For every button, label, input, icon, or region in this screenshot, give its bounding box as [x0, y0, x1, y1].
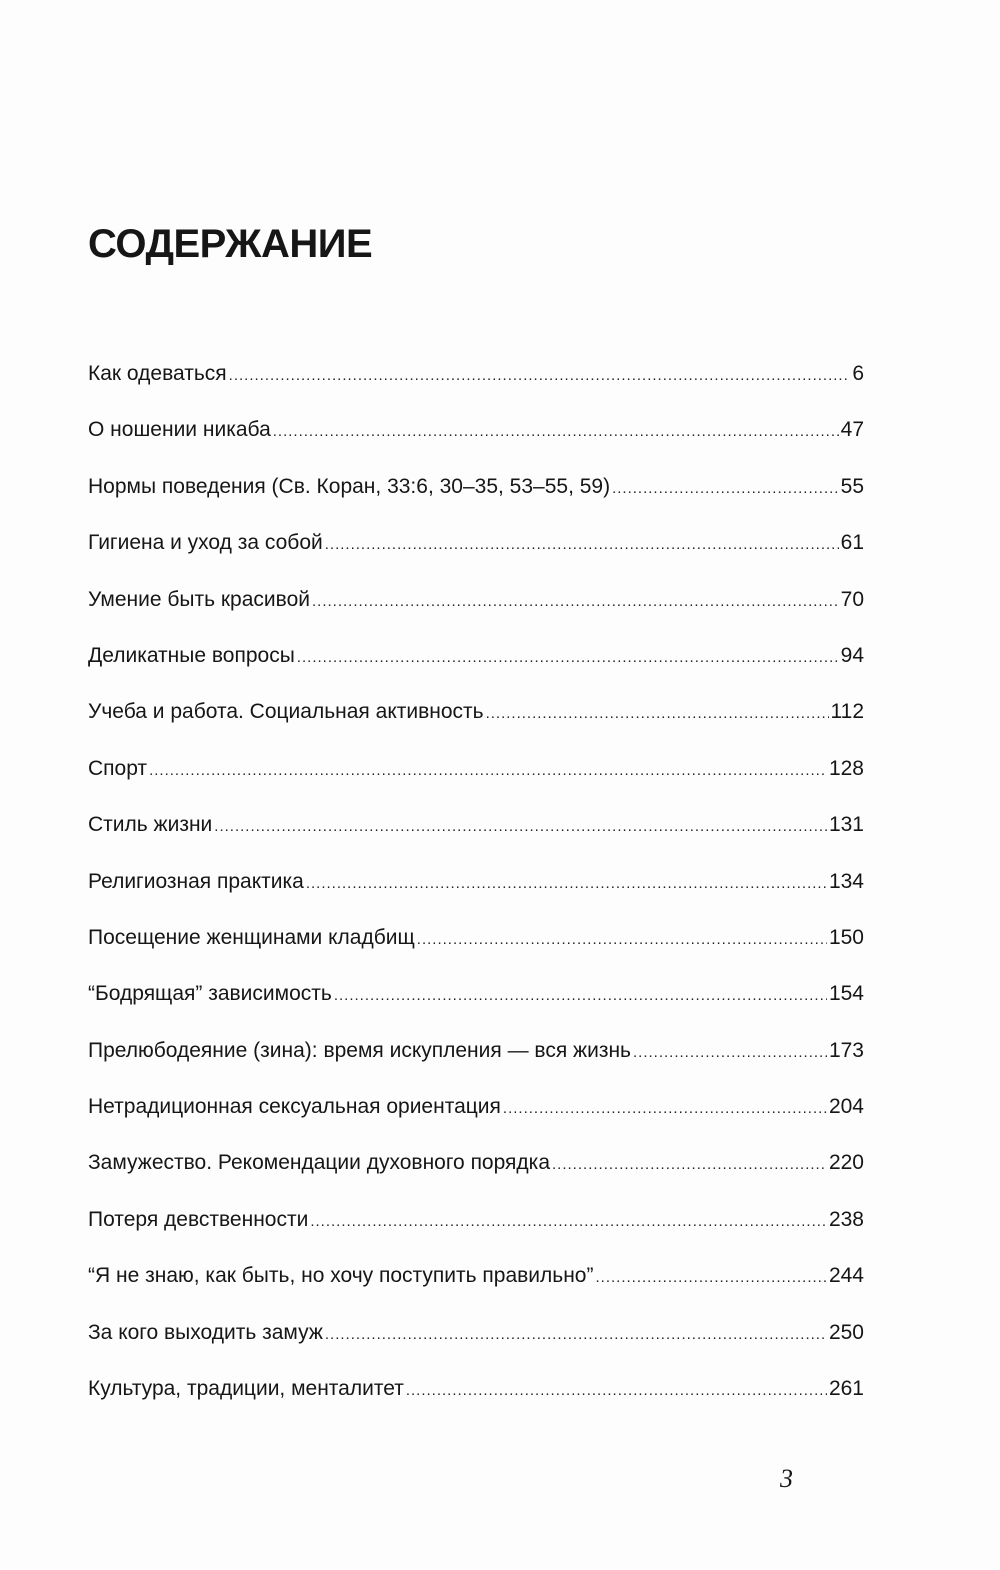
toc-entry-title: Посещение женщинами кладбищ	[88, 925, 415, 949]
toc-entry-page: 47	[840, 418, 864, 442]
dot-leader	[503, 1095, 827, 1123]
toc-entry-title: Умение быть красивой	[88, 587, 310, 611]
dot-leader	[633, 1039, 827, 1067]
toc-entry-page: 220	[828, 1151, 864, 1175]
toc-entry-title: “Я не знаю, как быть, но хочу поступить правильно”	[88, 1264, 594, 1288]
dot-leader	[612, 475, 839, 503]
dot-leader	[406, 1377, 827, 1405]
toc-entry-title: Нормы поведения (Св. Коран, 33:6, 30–35, 53–55, 59)	[88, 474, 611, 498]
dot-leader	[312, 588, 839, 616]
toc-entry-title: Потеря девственности	[88, 1207, 309, 1231]
toc-entry	[88, 1262, 864, 1318]
toc-entry	[88, 1149, 864, 1205]
page-number: 3	[780, 1464, 793, 1493]
dot-leader	[334, 982, 827, 1010]
toc-entry-page: 150	[828, 925, 864, 949]
toc-entry	[88, 868, 864, 924]
table-of-contents	[88, 360, 864, 1431]
dot-leader	[273, 418, 839, 446]
toc-entry	[88, 360, 864, 416]
toc-entry	[88, 1206, 864, 1262]
toc-entry-page: 55	[840, 474, 864, 498]
toc-entry-page: 173	[828, 1038, 864, 1062]
toc-entry-page: 261	[828, 1377, 864, 1401]
toc-entry-title: Стиль жизни	[88, 813, 213, 837]
dot-leader	[417, 926, 827, 954]
toc-entry-page: 94	[840, 643, 864, 667]
toc-entry-title: Культура, традиции, менталитет	[88, 1377, 404, 1401]
dot-leader	[325, 531, 839, 559]
toc-entry	[88, 1093, 864, 1149]
toc-entry	[88, 698, 864, 754]
dot-leader	[595, 1264, 826, 1292]
toc-entry-title: Прелюбодеяние (зина): время искупления — вся жизнь	[88, 1038, 631, 1062]
toc-entry	[88, 755, 864, 811]
toc-entry-title: Деликатные вопросы	[88, 643, 295, 667]
toc-entry	[88, 473, 864, 529]
dot-leader	[306, 870, 827, 898]
toc-entry-title: За кого выходить замуж	[88, 1320, 323, 1344]
toc-entry-title: Религиозная практика	[88, 869, 304, 893]
toc-entry-page: 112	[830, 700, 864, 724]
toc-entry-page: 128	[828, 756, 864, 780]
toc-entry	[88, 642, 864, 698]
toc-entry-page: 244	[828, 1264, 864, 1288]
dot-leader	[297, 644, 839, 672]
dot-leader	[214, 813, 827, 841]
toc-entry-title: Спорт	[88, 756, 148, 780]
toc-entry-title: “Бодрящая” зависимость	[88, 982, 332, 1006]
toc-entry-page: 154	[828, 982, 864, 1006]
toc-entry	[88, 1037, 864, 1093]
toc-entry-title: О ношении никаба	[88, 418, 271, 442]
dot-leader	[552, 1151, 827, 1179]
toc-entry	[88, 811, 864, 867]
toc-entry-title: Как одеваться	[88, 362, 227, 385]
dot-leader	[325, 1321, 827, 1349]
toc-entry	[88, 980, 864, 1036]
dot-leader	[310, 1208, 827, 1236]
toc-entry-page: 6	[852, 362, 864, 385]
toc-entry-page: 61	[840, 531, 864, 555]
dot-leader	[229, 362, 851, 390]
toc-entry-page: 70	[840, 587, 864, 611]
toc-entry	[88, 924, 864, 980]
toc-entry-page: 204	[828, 1095, 864, 1119]
toc-entry-page: 131	[828, 813, 864, 837]
page-title: СОДЕРЖАНИЕ	[88, 222, 373, 266]
toc-entry-page: 238	[828, 1207, 864, 1231]
dot-leader	[486, 700, 829, 728]
toc-entry-title: Замужество. Рекомендации духовного порядка	[88, 1151, 551, 1175]
toc-entry-page: 250	[828, 1320, 864, 1344]
toc-entry	[88, 416, 864, 472]
toc-entry-page: 134	[828, 869, 864, 893]
toc-entry-title: Нетрадиционная сексуальная ориентация	[88, 1095, 501, 1119]
toc-entry	[88, 1319, 864, 1375]
toc-entry-title: Гигиена и уход за собой	[88, 531, 323, 555]
toc-entry	[88, 586, 864, 642]
toc-entry-title: Учеба и работа. Социальная активность	[88, 700, 484, 724]
toc-entry	[88, 1375, 864, 1431]
toc-entry	[88, 529, 864, 585]
dot-leader	[149, 757, 827, 785]
